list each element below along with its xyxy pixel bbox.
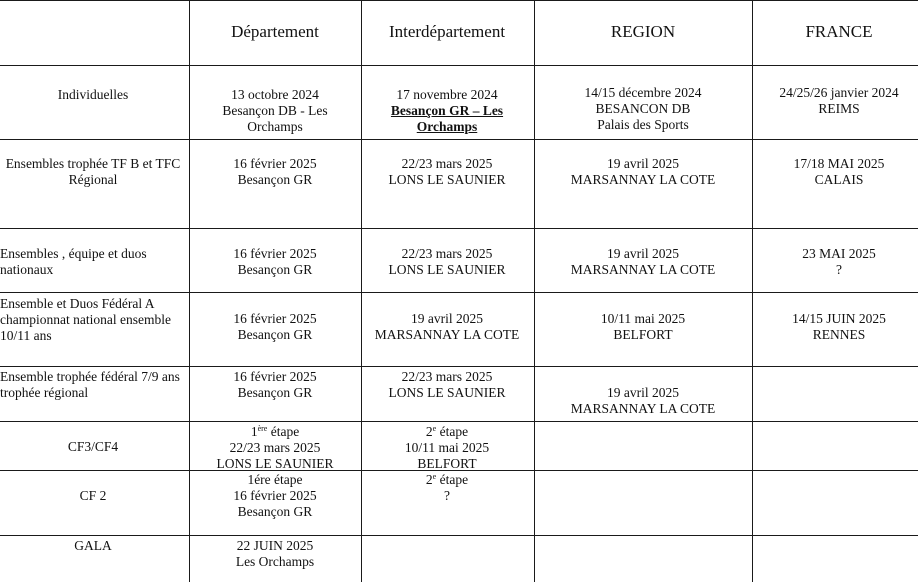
cell-individuelles-departement: 13 octobre 2024 Besançon DB - Les Orchamps	[222, 87, 328, 134]
row-divider	[0, 535, 918, 536]
header-interdepartement: Interdépartement	[388, 22, 506, 41]
cell-nationaux-departement: 16 février 2025 Besançon GR	[233, 246, 317, 277]
cell-tfb-france: 17/18 MAI 2025 CALAIS	[793, 156, 885, 187]
cell-tfb-departement: 16 février 2025 Besançon GR	[233, 156, 317, 187]
cell-cf2-departement: 1ére étape 16 février 2025 Besançon GR	[233, 472, 317, 519]
header-france: FRANCE	[805, 22, 873, 41]
cell-federal-79-region: 19 avril 2025 MARSANNAY LA COTE	[570, 385, 716, 416]
cell-cf3-departement: 1ère étape 22/23 mars 2025 LONS LE SAUNIER	[216, 424, 334, 471]
cell-nationaux-region: 19 avril 2025 MARSANNAY LA COTE	[570, 246, 716, 277]
cell-cf3-interdepartement: 2e étape 10/11 mai 2025 BELFORT	[404, 424, 490, 471]
cell-cf2-interdepartement: 2e étape ?	[425, 472, 469, 503]
column-divider	[189, 0, 190, 582]
cell-federal-79-departement: 16 février 2025 Besançon GR	[233, 369, 317, 400]
row-divider	[0, 0, 918, 1]
column-divider	[534, 0, 535, 582]
cell-federal-a-france: 14/15 JUIN 2025 RENNES	[792, 311, 886, 342]
column-divider	[752, 0, 753, 582]
stage-label: 1ère étape	[250, 424, 300, 439]
stage-label: 2e étape	[425, 424, 469, 439]
row-label-tfb-tfc: Ensembles trophée TF B et TFC Régional	[5, 156, 181, 187]
cell-nationaux-france: 23 MAI 2025 ?	[802, 246, 876, 277]
column-divider	[361, 0, 362, 582]
row-label-federal-79: Ensemble trophée fédéral 7/9 ans trophée régional	[0, 369, 180, 400]
row-divider	[0, 228, 918, 229]
cell-federal-79-interdepartement: 22/23 mars 2025 LONS LE SAUNIER	[388, 369, 506, 400]
row-label-cf3-cf4: CF3/CF4	[67, 439, 119, 454]
cell-nationaux-interdepartement: 22/23 mars 2025 LONS LE SAUNIER	[388, 246, 506, 277]
row-divider	[0, 65, 918, 66]
cell-federal-a-interdepartement: 19 avril 2025 MARSANNAY LA COTE	[374, 311, 520, 342]
cell-tfb-region: 19 avril 2025 MARSANNAY LA COTE	[570, 156, 716, 187]
cell-federal-a-departement: 16 février 2025 Besançon GR	[233, 311, 317, 342]
header-departement: Département	[231, 22, 319, 41]
cell-tfb-interdepartement: 22/23 mars 2025 LONS LE SAUNIER	[388, 156, 506, 187]
row-label-gala: GALA	[74, 538, 112, 553]
cell-federal-a-region: 10/11 mai 2025 BELFORT	[600, 311, 686, 342]
row-label-nationaux: Ensembles , équipe et duos nationaux	[0, 246, 147, 277]
header-region: REGION	[610, 22, 676, 41]
row-label-cf2: CF 2	[79, 488, 107, 503]
stage-label: 2e étape	[425, 472, 469, 487]
row-label-federal-a: Ensemble et Duos Fédéral A championnat national ensemble 10/11 ans	[0, 296, 171, 343]
cell-individuelles-region: 14/15 décembre 2024 BESANCON DB Palais des Sports	[584, 85, 702, 132]
cell-individuelles-france: 24/25/26 janvier 2024 REIMS	[779, 85, 899, 116]
row-label-individuelles: Individuelles	[57, 87, 129, 102]
row-divider	[0, 292, 918, 293]
row-divider	[0, 366, 918, 367]
cell-gala-departement: 22 JUIN 2025 Les Orchamps	[235, 538, 315, 569]
cell-individuelles-interdepartement: 17 novembre 2024 Besançon GR – Les Orchamps	[390, 87, 504, 134]
row-divider	[0, 421, 918, 422]
row-divider	[0, 139, 918, 140]
